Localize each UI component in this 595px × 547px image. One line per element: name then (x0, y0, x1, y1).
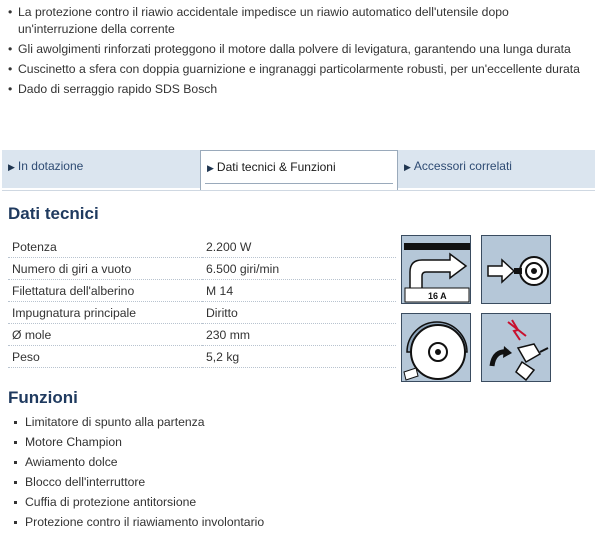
bullet-icon (14, 421, 17, 424)
spec-label: Impugnatura principale (8, 302, 202, 324)
function-text: Cuffia di protezione antitorsione (25, 495, 197, 509)
spec-value: 6.500 giri/min (202, 258, 396, 280)
divider (2, 190, 595, 191)
list-item (14, 474, 264, 491)
caret-right-icon: ▶ (404, 162, 411, 172)
bullet-icon: • (8, 62, 13, 76)
fuse-label: 16 A (428, 291, 447, 301)
function-text: Awiamento dolce (25, 455, 118, 469)
disc-quick-clamp-icon (481, 235, 551, 304)
function-text: Protezione contro il riawiamento involontario (25, 515, 265, 529)
power-fuse-icon (401, 235, 471, 304)
feature-item (8, 81, 588, 98)
spec-value: 5,2 kg (202, 346, 396, 368)
caret-right-icon: ▶ (207, 163, 214, 173)
spec-value: 230 mm (202, 324, 396, 346)
function-text: Motore Champion (25, 435, 122, 449)
feature-text: Cuscinetto a sfera con doppia guarnizione e ingranaggi particolarmente robusti, per un'eccellente durata (18, 62, 580, 76)
bullet-icon: • (8, 42, 13, 56)
bullet-icon (14, 461, 17, 464)
feature-list (8, 4, 588, 101)
list-item (14, 514, 264, 531)
bullet-icon: • (8, 5, 13, 19)
tab-label: Dati tecnici & Funzioni (216, 160, 336, 174)
bullet-icon (14, 501, 17, 504)
table-row (8, 258, 396, 280)
spec-label: Potenza (8, 236, 202, 258)
tab-dati-tecnici[interactable] (200, 150, 398, 190)
table-row (8, 280, 396, 302)
specs-table (8, 236, 396, 368)
tab-label: Accessori correlati (413, 159, 512, 173)
tab-in-dotazione[interactable] (2, 150, 200, 188)
tab-bar (2, 150, 595, 190)
bullet-icon (14, 441, 17, 444)
list-item (14, 414, 264, 431)
feature-item (8, 4, 588, 38)
feature-text: Dado di serraggio rapido SDS Bosch (18, 82, 218, 96)
spec-label: Numero di giri a vuoto (8, 258, 202, 280)
spec-label: Peso (8, 346, 202, 368)
feature-icons (401, 235, 551, 383)
feature-text: La protezione contro il riawio accidentale impedisce un riawio automatico dell'utensile dopo un'interruzione della corrente (18, 5, 509, 36)
guard-disc-icon (401, 313, 471, 382)
feature-item (8, 41, 588, 58)
list-item (14, 454, 264, 471)
section-title-dati-tecnici: Dati tecnici (8, 204, 99, 223)
spec-label: Ø mole (8, 324, 202, 346)
feature-text: Gli awolgimenti rinforzati proteggono il motore dalla polvere di levigatura, garantendo una lunga durata (18, 42, 571, 56)
bullet-icon (14, 521, 17, 524)
function-text: Blocco dell'interruttore (25, 475, 146, 489)
table-row (8, 302, 396, 324)
tab-label: In dotazione (17, 159, 84, 173)
spec-value: 2.200 W (202, 236, 396, 258)
tab-accessori-correlati[interactable] (400, 150, 595, 188)
table-row (8, 236, 396, 258)
spec-value: Diritto (202, 302, 396, 324)
function-text: Limitatore di spunto alla partenza (25, 415, 205, 429)
section-title-funzioni: Funzioni (8, 388, 78, 407)
restart-protection-icon (481, 313, 551, 382)
list-item (14, 434, 264, 451)
spec-value: M 14 (202, 280, 396, 302)
table-row (8, 346, 396, 368)
spec-label: Filettatura dell'alberino (8, 280, 202, 302)
list-item (14, 494, 264, 511)
bullet-icon: • (8, 82, 13, 96)
caret-right-icon: ▶ (8, 162, 15, 172)
bullet-icon (14, 481, 17, 484)
functions-list (14, 414, 264, 534)
feature-item (8, 61, 588, 78)
table-row (8, 324, 396, 346)
